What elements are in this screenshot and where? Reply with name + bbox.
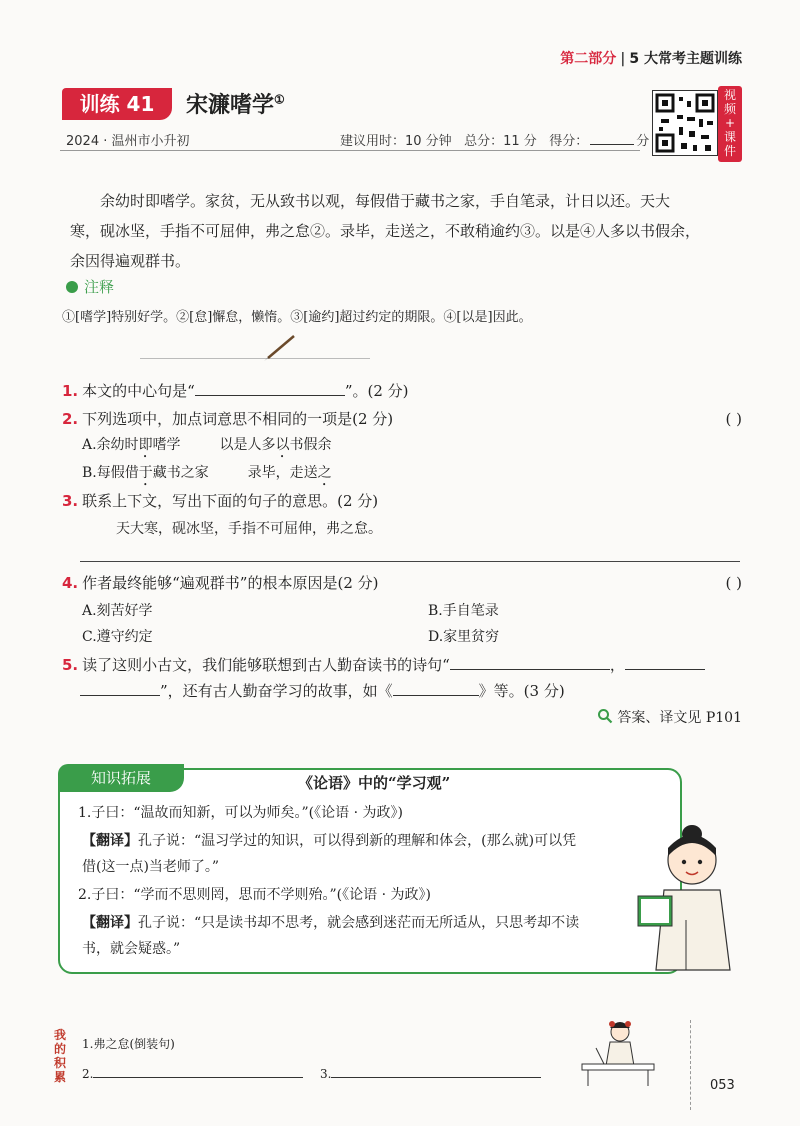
q3-sentence: 天大寒，砚冰坚，手指不可屈伸，弗之怠。 xyxy=(116,521,382,537)
knowledge-quote-1: 1.子曰：“温故而知新，可以为师矣。”(《论语 · 为政》) xyxy=(78,805,403,821)
q5-poem-blank-2a[interactable] xyxy=(625,655,705,670)
video-courseware-tab[interactable]: 视 频 + 课 件 xyxy=(718,86,742,162)
lesson-badge: 训练 41 xyxy=(62,88,172,120)
knowledge-tag: 知识拓展 xyxy=(58,764,184,792)
q2-option-a[interactable]: A.余幼时即嗜学 以是人多以书假余 xyxy=(82,437,332,453)
answer-reference[interactable]: 答案、译文见 P101 xyxy=(597,707,742,727)
passage-line-1: 余幼时即嗜学。家贫，无从致书以观，每假借于藏书之家，手自笔录，计日以还。天大 xyxy=(100,192,671,210)
q4-answer-paren[interactable]: ( ) xyxy=(725,574,742,592)
accumulation-blank-2[interactable] xyxy=(93,1063,303,1078)
question-4: 4. 作者最终能够“遍观群书”的根本原因是(2 分) xyxy=(62,574,379,592)
question-3: 3. 联系上下文，写出下面的句子的意思。(2 分) xyxy=(62,492,379,510)
qr-code-icon[interactable] xyxy=(652,90,718,156)
time-label: 建议用时：10 分钟 xyxy=(340,134,452,149)
notes-bullet-icon xyxy=(66,281,78,293)
part-label: 第二部分 xyxy=(560,51,617,67)
knowledge-translation-2-cont: 书，就会疑惑。” xyxy=(82,941,181,957)
margin-divider xyxy=(690,1020,691,1110)
search-icon xyxy=(597,708,613,724)
section-label: 5 大常考主题训练 xyxy=(629,51,742,67)
question-2: 2. 下列选项中，加点词意思不相同的一项是(2 分) xyxy=(62,410,394,428)
score-unit: 分 xyxy=(636,134,650,149)
got-label: 得分： xyxy=(549,134,589,149)
q4-option-a[interactable]: A.刻苦好学 xyxy=(82,603,153,619)
page-number: 053 xyxy=(710,1078,735,1093)
q3-answer-line[interactable] xyxy=(80,561,740,562)
q4-option-c[interactable]: C.遵守约定 xyxy=(82,629,153,645)
header-rule xyxy=(60,150,640,151)
q2-answer-paren[interactable]: ( ) xyxy=(725,410,742,428)
q4-option-d[interactable]: D.家里贫穷 xyxy=(428,629,500,645)
knowledge-title: 《论语》中的“学习观” xyxy=(298,774,451,792)
source-label: 2024 · 温州市小升初 xyxy=(66,134,190,149)
accumulation-blank-3[interactable] xyxy=(331,1063,541,1078)
accumulation-item-1: 1.弗之怠(倒装句) xyxy=(82,1037,175,1051)
question-1: 1. 本文的中心句是“ ”。(2 分) xyxy=(62,382,409,400)
knowledge-quote-2: 2.子曰：“学而不思则罔，思而不学则殆。”(《论语 · 为政》) xyxy=(78,887,431,903)
writing-child-illustration xyxy=(576,1018,660,1090)
q2-option-b[interactable]: B.每假借于藏书之家 录毕，走送之 xyxy=(82,465,332,481)
question-5-line-2: ”，还有古人勤奋学习的故事，如《 》等。(3 分) xyxy=(80,680,565,701)
exam-meta xyxy=(340,130,649,149)
page-title: 宋濂嗜学① xyxy=(186,92,285,118)
q4-option-b[interactable]: B.手自笔录 xyxy=(428,603,499,619)
score-label: 总分：11 分 xyxy=(464,134,537,149)
knowledge-translation-1: 【翻译】孔子说：“温习学过的知识，可以得到新的理解和体会，(那么就)可以凭 xyxy=(82,833,577,849)
q5-poem-blank-2b[interactable] xyxy=(80,681,160,696)
passage-line-2: 寒，砚冰坚，手指不可屈伸，弗之怠②。录毕，走送之，不敢稍逾约③。以是④人多以书假余， xyxy=(70,222,701,240)
knowledge-translation-2: 【翻译】孔子说：“只是读书却不思考，就会感到迷茫而无所适从，只思考却不读 xyxy=(82,915,580,931)
brush-pen-icon xyxy=(260,332,300,362)
my-accumulation-label: 我 的 积 累 xyxy=(54,1028,67,1084)
divider xyxy=(140,358,370,359)
q1-answer-blank[interactable] xyxy=(195,381,345,396)
accumulation-item-2: 2. xyxy=(82,1063,303,1081)
title-note-mark: ① xyxy=(274,92,285,107)
scholar-boy-illustration xyxy=(630,820,740,980)
notes-text: ①[嗜学]特别好学。②[怠]懈怠，懒惰。③[逾约]超过约定的期限。④[以是]因此。 xyxy=(62,310,532,325)
question-5: 5. 读了这则小古文，我们能够联想到古人勤奋读书的诗句“ ， xyxy=(62,654,705,675)
q5-poem-blank-1[interactable] xyxy=(450,655,610,670)
knowledge-translation-1-cont: 借(这一点)当老师了。” xyxy=(82,859,220,875)
section-header: 第二部分 | 5 大常考主题训练 xyxy=(560,51,742,67)
accumulation-item-3: 3. xyxy=(320,1063,541,1081)
passage-line-3: 余因得遍观群书。 xyxy=(70,252,191,270)
score-blank[interactable] xyxy=(590,130,634,145)
notes-heading: 注释 xyxy=(66,276,114,297)
q5-story-blank[interactable] xyxy=(393,681,479,696)
